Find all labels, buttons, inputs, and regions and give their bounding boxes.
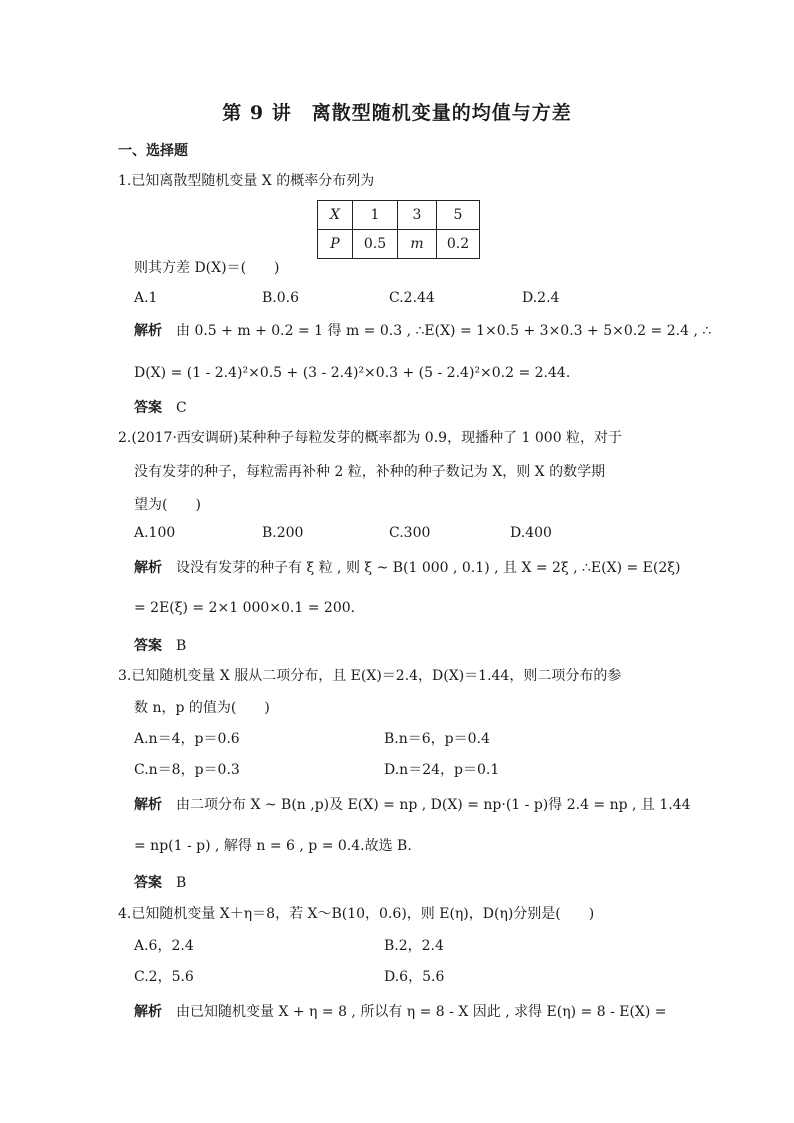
q3-analysis-line-1: 由二项分布 X ~ B(n ,p)及 E(X) = np , D(X) = np·(1 - p)得 2.4 = np , 且 1.44 (176, 797, 691, 813)
answer-label: 答案 (134, 875, 162, 891)
q2-stem-line-3: 望为( ) (134, 497, 201, 513)
q4-option-c: C.2，5.6 (134, 969, 194, 985)
q1-analysis-line-2: D(X) = (1 - 2.4)²×0.5 + (3 - 2.4)²×0.3 + (5 - 2.4)²×0.2 = 2.44. (134, 365, 571, 381)
q4-analysis-line-1: 由已知随机变量 X + η = 8 , 所以有 η = 8 - X 因此 , 求得 E(η) = 8 - E(X) = (176, 1004, 667, 1020)
q4-option-a: A.6，2.4 (134, 938, 194, 954)
table-cell: m (398, 230, 437, 259)
table-cell: X (318, 201, 353, 230)
q1-ask: 则其方差 D(X)＝( ) (134, 260, 280, 276)
q2-stem-line-2: 没有发芽的种子，每粒需再补种 2 粒，补种的种子数记为 X，则 X 的数学期 (134, 464, 606, 480)
table-cell: 0.2 (437, 230, 480, 259)
q1-analysis-line-1: 由 0.5 + m + 0.2 = 1 得 m = 0.3 , ∴E(X) = 1×0.5 + 3×0.3 + 5×0.2 = 2.4 , ∴ (176, 323, 712, 339)
analysis-label: 解析 (134, 797, 162, 813)
q1-option-d: D.2.4 (522, 290, 560, 306)
table-cell: 5 (437, 201, 480, 230)
page-title: 第 9 讲 离散型随机变量的均值与方差 (222, 102, 572, 124)
q2-option-a: A.100 (134, 525, 176, 541)
q2-analysis-line-1: 设没有发芽的种子有 ξ 粒 , 则 ξ ~ B(1 000 , 0.1) , 且 X = 2ξ , ∴E(X) = E(2ξ) (176, 560, 681, 576)
q3-option-b: B.n＝6，p＝0.4 (384, 731, 490, 747)
q4-option-b: B.2，2.4 (384, 938, 444, 954)
table-cell: 0.5 (353, 230, 398, 259)
q1-stem: 1.已知离散型随机变量 X 的概率分布列为 (118, 173, 375, 189)
answer-label: 答案 (134, 400, 162, 416)
q3-answer: B (176, 875, 187, 891)
table-row (318, 230, 480, 259)
table-cell: 1 (353, 201, 398, 230)
q2-answer: B (176, 638, 187, 654)
answer-label: 答案 (134, 638, 162, 654)
q3-analysis-line-2: = np(1 - p) , 解得 n = 6 , p = 0.4.故选 B. (134, 838, 412, 854)
analysis-label: 解析 (134, 323, 162, 339)
analysis-label: 解析 (134, 560, 162, 576)
q2-option-d: D.400 (510, 525, 552, 541)
probability-table (317, 200, 480, 259)
q4-stem: 4.已知随机变量 X＋η＝8，若 X～B(10，0.6)，则 E(η)，D(η)分别是( ) (118, 906, 595, 922)
q1-option-c: C.2.44 (389, 290, 435, 306)
q3-stem-line-2: 数 n，p 的值为( ) (134, 700, 270, 716)
q1-option-a: A.1 (134, 290, 158, 306)
section-heading: 一、选择题 (118, 143, 188, 159)
q3-stem-line-1: 3.已知随机变量 X 服从二项分布，且 E(X)＝2.4，D(X)＝1.44，则二项分布的参 (118, 668, 622, 684)
q3-option-d: D.n＝24，p＝0.1 (384, 762, 500, 778)
table-cell: P (318, 230, 353, 259)
q2-option-c: C.300 (389, 525, 431, 541)
q4-option-d: D.6，5.6 (384, 969, 445, 985)
table-cell: 3 (398, 201, 437, 230)
analysis-label: 解析 (134, 1004, 162, 1020)
q3-option-a: A.n＝4，p＝0.6 (134, 731, 240, 747)
q1-option-b: B.0.6 (262, 290, 300, 306)
q1-answer: C (176, 400, 187, 416)
q2-option-b: B.200 (262, 525, 304, 541)
q2-stem-line-1: 2.(2017·西安调研)某种种子每粒发芽的概率都为 0.9，现播种了 1 000 粒，对于 (118, 430, 623, 446)
table-row (318, 201, 480, 230)
q2-analysis-line-2: = 2E(ξ) = 2×1 000×0.1 = 200. (134, 600, 356, 616)
q3-option-c: C.n＝8，p＝0.3 (134, 762, 240, 778)
